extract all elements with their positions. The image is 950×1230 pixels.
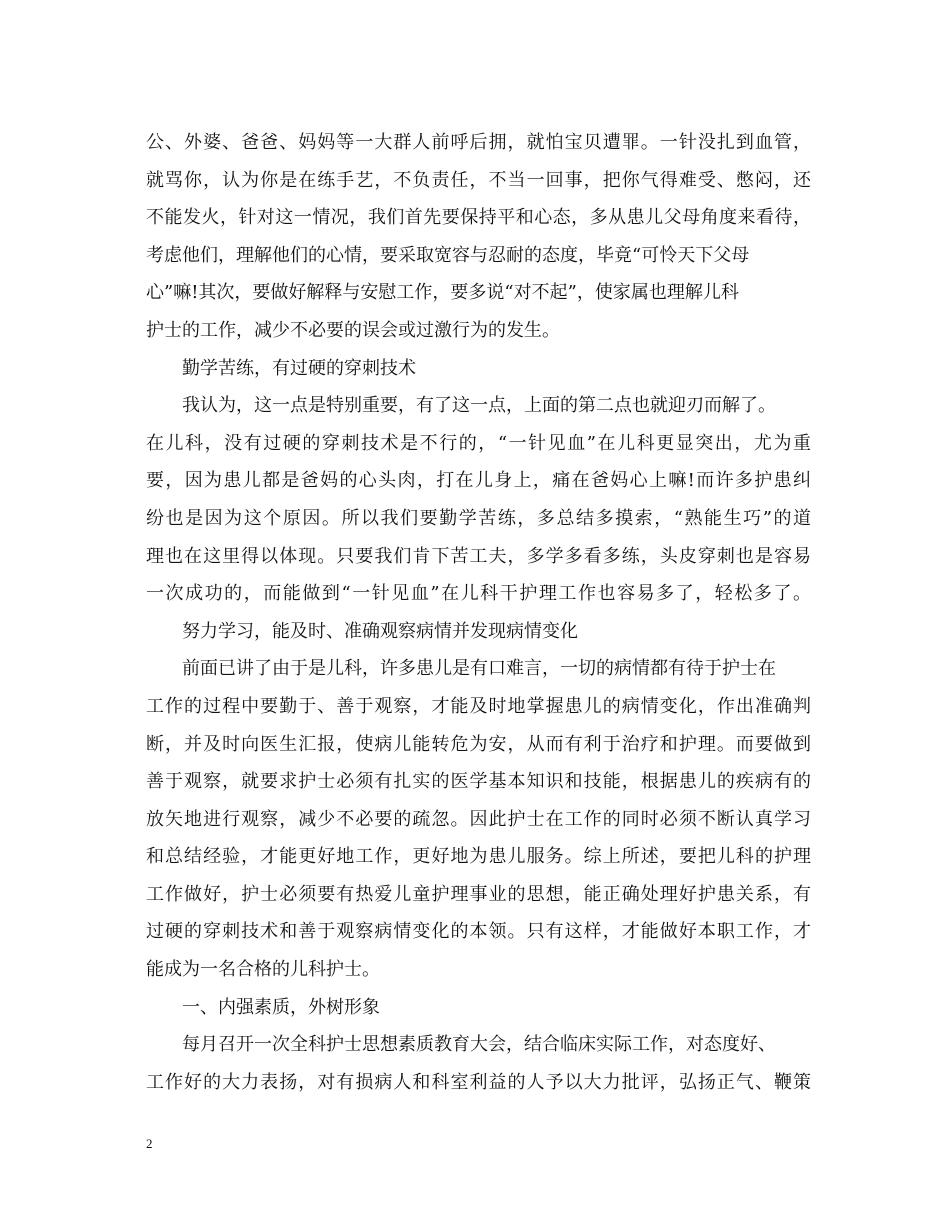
text-line: 一次成功的，而能做到“一针见血”在儿科干护理工作也容易多了，轻松多了。 [146, 583, 811, 605]
text-line: 纷也是因为这个原因。所以我们要勤学苦练，多总结多摸索，“熟能生巧”的道 [146, 507, 811, 529]
text-line: 公、外婆、爸爸、妈妈等一大群人前呼后拥，就怕宝贝遭罪。一针没扎到血管， [146, 132, 811, 153]
section-heading: 一、内强素质，外树形象 [182, 996, 380, 1018]
text-line: 要，因为患儿都是爸妈的心头肉，打在儿身上，痛在爸妈心上嘛!而许多护患纠 [146, 470, 811, 492]
text-line: 工作的过程中要勤于、善于观察，才能及时地掌握患儿的病情变化，作出准确判 [146, 695, 811, 717]
text-line: 过硬的穿刺技术和善于观察病情变化的本领。只有这样，才能做好本职工作，才 [146, 921, 811, 943]
text-line: 工作好的大力表扬，对有损病人和科室利益的人予以大力批评，弘扬正气、鞭策 [146, 1071, 811, 1093]
text-line: 工作做好，护士必须要有热爱儿童护理事业的思想，能正确处理好护患关系，有 [146, 883, 811, 905]
text-line: 我认为，这一点是特别重要，有了这一点，上面的第二点也就迎刃而解了。 [182, 395, 776, 417]
text-line: 理也在这里得以体现。只要我们肯下苦工夫，多学多看多练，头皮穿刺也是容易 [146, 545, 811, 567]
text-line: 前面已讲了由于是儿科，许多患儿是有口难言，一切的病情都有待于护士在 [182, 658, 776, 680]
section-heading: 努力学习，能及时、准确观察病情并发现病情变化 [182, 620, 578, 642]
text-line: 放矢地进行观察，减少不必要的疏忽。因此护士在工作的同时必须不断认真学习 [146, 808, 811, 830]
page-number: 2 [146, 1136, 153, 1151]
text-line: 在儿科，没有过硬的穿刺技术是不行的，“一针见血”在儿科更显突出，尤为重 [146, 432, 811, 454]
body-text [146, 124, 811, 1101]
text-line: 善于观察，就要求护士必须有扎实的医学基本知识和技能，根据患儿的疾病有的 [146, 771, 811, 793]
text-line: 就骂你，认为你是在练手艺，不负责任，不当一回事，把你气得难受、憋闷，还 [146, 169, 811, 191]
text-line: 每月召开一次全科护士思想素质教育大会，结合临床实际工作，对态度好、 [182, 1034, 776, 1056]
text-line: 考虑他们，理解他们的心情，要采取宽容与忍耐的态度，毕竟“可怜天下父母 [146, 244, 750, 266]
text-line: 断，并及时向医生汇报，使病儿能转危为安，从而有利于治疗和护理。而要做到 [146, 733, 811, 755]
section-heading: 勤学苦练，有过硬的穿刺技术 [182, 357, 416, 379]
text-line: 不能发火，针对这一情况，我们首先要保持平和心态，多从患儿父母角度来看待， [146, 207, 811, 229]
text-line: 和总结经验，才能更好地工作，更好地为患儿服务。综上所述，要把儿科的护理 [146, 846, 811, 868]
text-line: 心”嘛!其次，要做好解释与安慰工作，要多说“对不起”，使家属也理解儿科 [146, 282, 739, 304]
text-line: 护士的工作，减少不必要的误会或过激行为的发生。 [146, 319, 560, 341]
text-line: 能成为一名合格的儿科护士。 [146, 959, 380, 981]
